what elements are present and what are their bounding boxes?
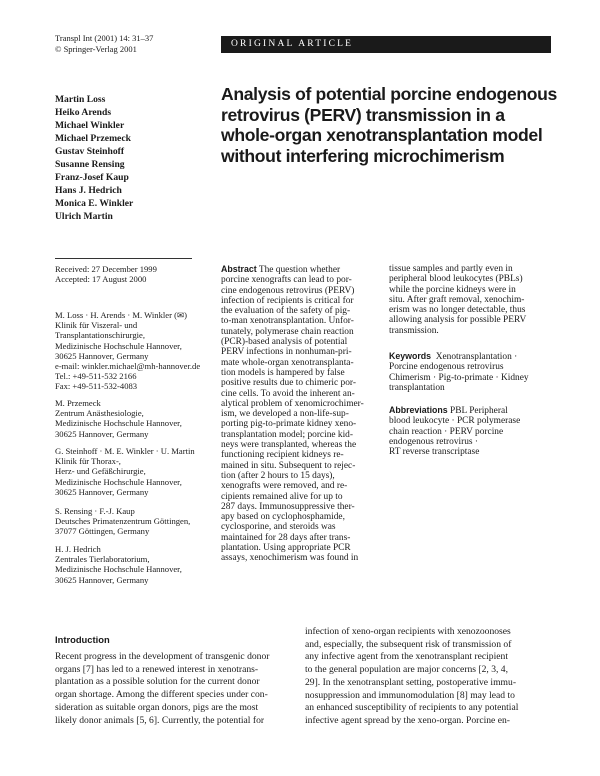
affiliation-line: 30625 Hannover, Germany: [55, 350, 149, 361]
dates: [55, 264, 157, 284]
abstract-line: alytical problem of xenomicrochimer-: [221, 398, 364, 409]
affiliation: [55, 310, 200, 392]
affiliation-line: Medizinische Hochschule Hannover,: [55, 418, 182, 429]
introduction-left: [55, 651, 269, 727]
abstract-line: tion (after 2 hours to 15 days),: [221, 470, 335, 481]
article-title: Analysis of potential porcine endogenous retrovirus (PERV) transmission in a whole-organ xenotransplantation model without interfering microchimerism: [221, 84, 557, 166]
section-label: ORIGINAL ARTICLE: [231, 39, 354, 49]
intro-line: nosuppression and immunomodulation [8] may lead to: [305, 689, 515, 701]
abstract-line: the evaluation of the safety of pig-: [221, 306, 351, 317]
intro-line: organs [7] has led to a renewed interest in xenotrans-: [55, 663, 259, 675]
affiliation: [55, 398, 182, 439]
affiliation-line: 30625 Hannover, Germany: [55, 428, 149, 439]
publisher-line: © Springer-Verlag 2001: [55, 43, 137, 54]
intro-line: plantation as a possible solution for the current donor: [55, 676, 260, 688]
received-date: Received: 27 December 1999: [55, 264, 157, 274]
abstract-line: transmission.: [389, 325, 439, 336]
affiliation-line: Klinik für Viszeral- und: [55, 320, 138, 331]
intro-line: likely donor animals [5, 6]. Currently, the potential for: [55, 714, 265, 726]
email-link[interactable]: e-mail: winkler.michael@mh-hannover.de: [55, 361, 201, 372]
abbreviations-line: endogenous retrovirus ·: [389, 436, 479, 447]
abstract: [221, 264, 364, 564]
abstract-line: xenografts were removed, and re-: [221, 481, 348, 492]
intro-line: an enhanced susceptibility of recipients to any potential: [305, 702, 519, 714]
journal-info: [55, 33, 153, 54]
introduction-heading: Introduction: [55, 634, 110, 645]
author-name: Ulrich Martin: [55, 211, 113, 222]
intro-line: Recent progress in the development of transgenic donor: [55, 651, 270, 662]
abstract-line: ism, we developed a non-life-sup-: [221, 409, 349, 420]
affiliation-line: Klinik für Thorax-,: [55, 456, 121, 467]
affiliation-line: Transplantationschirurgie,: [55, 330, 145, 341]
affiliation-line: S. Rensing · F.-J. Kaup: [55, 506, 135, 516]
abstract-line: cine endogenous retrovirus (PERV): [221, 285, 355, 296]
section-banner: [221, 36, 551, 53]
author-name: Susanne Rensing: [55, 159, 125, 170]
affiliation-line: M. Przemeck: [55, 398, 101, 408]
affiliation-line: Medizinische Hochschule Hannover,: [55, 476, 182, 487]
affiliation-line: H. J. Hedrich: [55, 544, 101, 554]
affiliation: [55, 544, 182, 585]
abstract-line: The question whether: [258, 265, 341, 275]
abstract-line: mained in situ. Subsequent to rejec-: [221, 460, 356, 471]
abstract-line: mate whole-organ xenotransplanta-: [221, 357, 354, 368]
abstract-line: positive results due to chimeric por-: [221, 378, 356, 389]
abstract-line: infection of recipients is critical for: [221, 295, 354, 306]
affiliation-line: 30625 Hannover, Germany: [55, 574, 149, 585]
affiliation-line: Medizinische Hochschule Hannover,: [55, 564, 182, 575]
abstract-line: cine cells. To avoid the inherent an-: [221, 388, 355, 399]
author-name: Heiko Arends: [55, 107, 112, 118]
affiliation-line: Medizinische Hochschule Hannover,: [55, 340, 182, 351]
abstract-line: tissue samples and partly even in: [389, 264, 513, 274]
abstract-line: apy based on cyclophosphamide,: [221, 512, 345, 523]
abstract-line: plantation. Using appropriate PCR: [221, 543, 351, 554]
abstract-line: situ. After graft removal, xenochim-: [389, 294, 525, 305]
intro-line: organ shortage. Among the different species under con-: [55, 689, 268, 701]
author-name: Hans J. Hedrich: [55, 185, 122, 196]
affiliation-line: Tel.: +49-511-532 2166: [55, 371, 137, 382]
abstract-line: porting pig-to-primate kidney xeno-: [221, 419, 357, 430]
abbreviations-line: blood leukocyte · PCR polymerase: [389, 416, 521, 427]
affiliation-line: M. Loss · H. Arends · M. Winkler (✉): [55, 310, 188, 320]
abbreviations-line: RT reverse transcriptase: [389, 447, 480, 458]
abstract-line: erism was no longer detectable, thus: [389, 305, 526, 316]
introduction-right: [305, 626, 518, 728]
intro-line: and, especially, the subsequent risk of transmission of: [305, 638, 512, 650]
abstract-line: cyclosporine, and steroids was: [221, 522, 336, 533]
abbreviations: [389, 405, 520, 457]
affiliation-line: Herz- und Gefäßchirurgie,: [55, 466, 146, 477]
author-name: Gustav Steinhoff: [55, 146, 125, 157]
abstract-line: to-man xenotransplantation. Unfor-: [221, 316, 354, 327]
abstract-line: assays, xenochimerism was found in: [221, 553, 359, 564]
abstract-line: peripheral blood leukocytes (PBLs): [389, 274, 523, 285]
affiliation-line: G. Steinhoff · M. E. Winkler · U. Martin: [55, 446, 195, 456]
intro-line: infective agent spread by the xeno-organ. Porcine en-: [305, 714, 510, 726]
intro-line: infection of xeno-organ recipients with xenozoonoses: [305, 626, 511, 637]
abbreviations-label: Abbreviations: [389, 405, 448, 415]
abstract-line: functioning recipient kidneys re-: [221, 450, 344, 461]
abbreviations-line: chain reaction · PERV porcine: [389, 426, 504, 437]
affiliation-line: Deutsches Primatenzentrum Göttingen,: [55, 516, 191, 527]
keywords-label: Keywords: [389, 351, 432, 361]
abstract-line: while the porcine kidneys were in: [389, 284, 516, 295]
affiliation-line: Zentrales Tierlaboratorium,: [55, 554, 150, 565]
intro-line: any infective agent from the xenotransplant recipient: [305, 651, 508, 663]
author-list: [55, 93, 133, 223]
abstract-line: neys were transplanted, whereas the: [221, 440, 357, 451]
abstract-line: tunately, polymerase chain reaction: [221, 326, 354, 337]
keywords-line: transplantation: [389, 382, 445, 393]
abstract-line: (PCR)-based analysis of potential: [221, 337, 348, 348]
affiliation-line: Zentrum Anästhesiologie,: [55, 408, 144, 419]
abstract-label: Abstract: [221, 264, 257, 274]
author-name: Franz-Josef Kaup: [55, 172, 129, 183]
keywords-line: Porcine endogenous retrovirus: [389, 362, 504, 373]
journal-citation: Transpl Int (2001) 14: 31–37: [55, 33, 154, 43]
affiliation: [55, 506, 190, 537]
abbreviations-line: PBL Peripheral: [450, 406, 508, 416]
abstract-line: 287 days. Immunosuppressive ther-: [221, 501, 355, 512]
affiliation-line: Fax: +49-511-532-4083: [55, 381, 138, 392]
accepted-date: Accepted: 17 August 2000: [55, 274, 147, 285]
abstract-line: maintained for 28 days after trans-: [221, 532, 351, 543]
author-name: Michael Przemeck: [55, 133, 131, 144]
author-name: Michael Winkler: [55, 120, 125, 131]
keywords-line: Xenotransplantation ·: [435, 352, 518, 362]
abstract-line: transplantation model; porcine kid-: [221, 429, 353, 440]
affiliation-line: 37077 Göttingen, Germany: [55, 526, 150, 537]
keywords-line: Chimerism · Pig-to-primate · Kidney: [389, 372, 529, 383]
abstract-line: PERV infections in nonhuman-pri-: [221, 347, 352, 358]
intro-line: to the general population are major concerns [2, 3, 4,: [305, 664, 508, 676]
divider: [55, 258, 192, 259]
author-name: Martin Loss: [55, 94, 106, 105]
abstract-line: tion models is hampered by false: [221, 367, 345, 378]
affiliation-line: 30625 Hannover, Germany: [55, 486, 149, 497]
abstract-continued: [389, 264, 526, 336]
intro-line: sideration as suitable organ donors, pigs are the most: [55, 701, 259, 713]
abstract-line: porcine xenografts can lead to por-: [221, 275, 352, 286]
author-name: Monica E. Winkler: [55, 198, 134, 209]
affiliation: [55, 446, 195, 497]
intro-line: 29]. In the xenotransplant setting, postoperative immu-: [305, 676, 517, 688]
abstract-line: cipients remained alive for up to: [221, 491, 343, 502]
keywords: [389, 351, 529, 393]
abstract-line: allowing analysis for possible PERV: [389, 315, 527, 326]
